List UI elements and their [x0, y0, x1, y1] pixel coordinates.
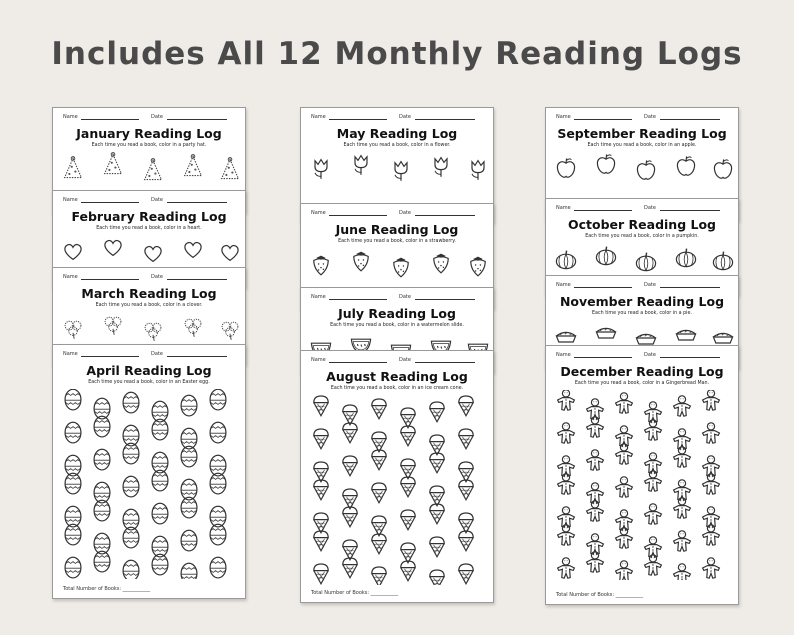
gingerbread-man-icon — [674, 531, 691, 551]
easter-egg-icon — [123, 392, 139, 413]
gingerbread-man-icon — [558, 474, 575, 494]
easter-egg-icon — [181, 395, 197, 416]
gingerbread-man-icon — [587, 450, 604, 470]
date-label: Date — [644, 205, 656, 211]
easter-egg-icon — [210, 389, 226, 410]
date-label: Date — [399, 294, 411, 300]
name-date-line — [311, 357, 485, 367]
date-underline — [660, 119, 720, 120]
apple-icon — [557, 158, 574, 177]
gingerbread-man-icon — [645, 471, 662, 491]
ice-cream-icon — [372, 516, 386, 536]
reading-log-sheet — [52, 344, 246, 599]
party-hat-icon — [185, 155, 202, 176]
clover-icon — [222, 322, 238, 340]
party-hat-icon — [145, 159, 162, 180]
strawberry-icon — [471, 257, 485, 276]
heart-icon — [185, 242, 201, 257]
tulip-icon — [472, 161, 484, 180]
reading-log-title: May Reading Log — [336, 126, 458, 141]
date-underline — [660, 287, 720, 288]
ice-cream-icon — [343, 405, 357, 425]
gingerbread-man-icon — [587, 417, 604, 437]
ice-cream-icon — [459, 513, 473, 533]
pie-icon — [713, 333, 732, 343]
pie-icon — [636, 334, 655, 344]
ice-cream-icon — [343, 489, 357, 509]
ice-cream-icon — [459, 564, 473, 584]
gingerbread-man-icon — [587, 399, 604, 419]
reading-log-title: March Reading Log — [81, 286, 217, 301]
date-label: Date — [151, 351, 163, 357]
easter-egg-icon — [181, 530, 197, 551]
name-underline — [81, 202, 139, 203]
name-date-line — [556, 282, 730, 292]
date-underline — [167, 119, 227, 120]
heart-icon — [105, 240, 121, 255]
gingerbread-man-icon — [645, 420, 662, 440]
reading-log-title: January Reading Log — [76, 126, 222, 141]
party-hat-icon — [65, 157, 82, 178]
gingerbread-man-icon — [645, 402, 662, 422]
gingerbread-man-icon — [616, 528, 633, 548]
coloring-icons — [301, 395, 493, 589]
gingerbread-man-icon — [674, 447, 691, 467]
clover-icon — [185, 319, 201, 337]
strawberry-icon — [394, 258, 408, 277]
date-label: Date — [151, 274, 163, 280]
strawberry-icon — [314, 256, 328, 275]
reading-log-instruction: Each time you read a book, color in a flower. — [343, 143, 451, 148]
gingerbread-man-icon — [645, 504, 662, 524]
ice-cream-icon — [314, 429, 328, 449]
ice-cream-icon — [314, 462, 328, 482]
gingerbread-man-icon — [616, 444, 633, 464]
gingerbread-man-icon — [616, 510, 633, 530]
ice-cream-icon — [314, 513, 328, 533]
gingerbread-man-icon — [703, 525, 720, 545]
tulip-icon — [315, 160, 327, 179]
pie-icon — [596, 328, 615, 338]
name-underline — [81, 279, 139, 280]
name-label: Name — [556, 114, 571, 120]
gingerbread-man-icon — [558, 507, 575, 527]
gingerbread-man-icon — [645, 555, 662, 575]
apple-icon — [597, 154, 614, 173]
date-label: Date — [399, 357, 411, 363]
date-underline — [415, 215, 475, 216]
heart-icon — [222, 245, 238, 260]
pie-icon — [556, 332, 575, 342]
total-books-line: Total Number of Books: ___________ — [63, 586, 151, 592]
ice-cream-icon — [372, 567, 386, 585]
gingerbread-man-icon — [703, 390, 720, 410]
gingerbread-man-icon — [703, 558, 720, 578]
name-label: Name — [311, 114, 326, 120]
gingerbread-man-icon — [558, 456, 575, 476]
coloring-icons — [546, 390, 738, 584]
ice-cream-icon — [372, 432, 386, 452]
reading-log-instruction: Each time you read a book, color in a pie. — [592, 311, 692, 316]
gingerbread-man-icon — [703, 456, 720, 476]
date-label: Date — [151, 197, 163, 203]
name-underline — [329, 299, 387, 300]
ice-cream-icon — [401, 510, 415, 530]
gingerbread-man-icon — [587, 483, 604, 503]
pumpkin-icon — [676, 249, 695, 267]
name-date-line — [311, 114, 485, 124]
date-underline — [660, 210, 720, 211]
ice-cream-icon — [459, 396, 473, 416]
reading-log-instruction: Each time you read a book, color in an apple. — [587, 143, 697, 148]
strawberry-icon — [434, 254, 448, 273]
name-label: Name — [556, 205, 571, 211]
reading-log-instruction: Each time you read a book, color in a pumpkin. — [585, 234, 699, 239]
pumpkin-icon — [636, 253, 655, 271]
reading-log-instruction: Each time you read a book, color in a strawberry. — [338, 239, 456, 244]
total-books-line: Total Number of Books: ___________ — [556, 592, 644, 598]
ice-cream-icon — [343, 456, 357, 476]
gingerbread-man-icon — [703, 423, 720, 443]
gingerbread-man-icon — [645, 537, 662, 557]
ice-cream-icon — [430, 435, 444, 455]
strawberry-icon — [354, 252, 368, 271]
apple-icon — [714, 159, 731, 178]
reading-log-instruction: Each time you read a book, color in a clover. — [95, 303, 203, 308]
gingerbread-man-icon — [616, 393, 633, 413]
name-underline — [329, 362, 387, 363]
name-date-line — [311, 210, 485, 220]
name-date-line — [63, 351, 237, 361]
name-label: Name — [63, 114, 78, 120]
date-underline — [415, 299, 475, 300]
gingerbread-man-icon — [558, 558, 575, 578]
reading-log-title: November Reading Log — [559, 294, 725, 309]
date-label: Date — [644, 282, 656, 288]
gingerbread-man-icon — [674, 396, 691, 416]
party-hat-icon — [105, 153, 122, 174]
apple-icon — [677, 156, 694, 175]
reading-log-sheet — [300, 350, 494, 603]
name-underline — [81, 119, 139, 120]
coloring-icons — [53, 389, 245, 583]
ice-cream-icon — [430, 570, 444, 585]
total-books-line: Total Number of Books: ___________ — [311, 590, 399, 596]
ice-cream-icon — [372, 483, 386, 503]
name-label: Name — [556, 352, 571, 358]
pumpkin-icon — [596, 247, 615, 265]
reading-log-title: August Reading Log — [326, 369, 468, 384]
date-label: Date — [151, 114, 163, 120]
ice-cream-icon — [430, 402, 444, 422]
date-underline — [167, 356, 227, 357]
name-underline — [81, 356, 139, 357]
gingerbread-man-icon — [558, 525, 575, 545]
gingerbread-man-icon — [703, 474, 720, 494]
clover-icon — [145, 323, 161, 341]
easter-egg-icon — [65, 389, 81, 410]
name-underline — [574, 287, 632, 288]
easter-egg-icon — [181, 563, 197, 579]
easter-egg-icon — [65, 422, 81, 443]
reading-log-instruction: Each time you read a book, color in a party hat. — [91, 143, 207, 148]
name-underline — [574, 357, 632, 358]
easter-egg-icon — [210, 557, 226, 578]
date-label: Date — [644, 352, 656, 358]
gingerbread-man-icon — [616, 426, 633, 446]
ice-cream-icon — [401, 408, 415, 428]
gingerbread-man-icon — [674, 480, 691, 500]
name-underline — [329, 215, 387, 216]
name-label: Name — [63, 197, 78, 203]
name-date-line — [63, 197, 237, 207]
gingerbread-man-icon — [616, 561, 633, 580]
reading-log-instruction: Each time you read a book, color in a Gingerbread Man. — [574, 381, 710, 386]
name-date-line — [63, 114, 237, 124]
pumpkin-icon — [556, 251, 575, 269]
party-hat-icon — [222, 158, 239, 179]
gingerbread-man-icon — [674, 564, 691, 580]
reading-log-title: June Reading Log — [335, 222, 459, 237]
easter-egg-icon — [65, 557, 81, 578]
apple-icon — [637, 160, 654, 179]
name-label: Name — [63, 274, 78, 280]
page-headline: Includes All 12 Monthly Reading Logs — [51, 36, 743, 72]
pumpkin-icon — [713, 252, 732, 270]
gingerbread-man-icon — [587, 501, 604, 521]
reading-log-instruction: Each time you read a book, color in an Easter egg. — [88, 380, 210, 385]
reading-log-sheet — [545, 345, 739, 605]
gingerbread-man-icon — [674, 429, 691, 449]
gingerbread-man-icon — [616, 477, 633, 497]
name-underline — [574, 210, 632, 211]
pie-icon — [676, 330, 695, 340]
ice-cream-icon — [372, 399, 386, 419]
heart-icon — [145, 246, 161, 261]
ice-cream-icon — [459, 429, 473, 449]
easter-egg-icon — [152, 503, 168, 524]
name-date-line — [311, 294, 485, 304]
gingerbread-man-icon — [558, 423, 575, 443]
easter-egg-icon — [123, 560, 139, 579]
clover-icon — [65, 321, 81, 339]
gingerbread-man-icon — [587, 552, 604, 572]
ice-cream-icon — [459, 462, 473, 482]
easter-egg-icon — [94, 449, 110, 470]
gingerbread-man-icon — [703, 507, 720, 527]
date-label: Date — [399, 114, 411, 120]
tulip-icon — [355, 156, 367, 175]
ice-cream-icon — [314, 564, 328, 584]
gingerbread-man-icon — [674, 498, 691, 518]
gingerbread-man-icon — [587, 534, 604, 554]
ice-cream-icon — [401, 543, 415, 563]
name-underline — [574, 119, 632, 120]
gingerbread-man-icon — [645, 453, 662, 473]
name-label: Name — [311, 294, 326, 300]
date-underline — [167, 279, 227, 280]
ice-cream-icon — [430, 537, 444, 557]
easter-egg-icon — [123, 476, 139, 497]
date-underline — [660, 357, 720, 358]
date-underline — [415, 119, 475, 120]
ice-cream-icon — [343, 540, 357, 560]
name-date-line — [63, 274, 237, 284]
reading-log-title: April Reading Log — [86, 363, 212, 378]
reading-log-column — [52, 107, 250, 607]
reading-log-column — [545, 107, 743, 607]
date-label: Date — [399, 210, 411, 216]
name-label: Name — [311, 357, 326, 363]
name-label: Name — [311, 210, 326, 216]
name-label: Name — [63, 351, 78, 357]
reading-log-instruction: Each time you read a book, color in an ice cream cone. — [330, 386, 464, 391]
reading-log-title: September Reading Log — [557, 126, 727, 141]
reading-log-instruction: Each time you read a book, color in a heart. — [96, 226, 202, 231]
name-date-line — [556, 352, 730, 362]
date-label: Date — [644, 114, 656, 120]
date-underline — [167, 202, 227, 203]
name-underline — [329, 119, 387, 120]
ice-cream-icon — [314, 396, 328, 416]
date-underline — [415, 362, 475, 363]
clover-icon — [105, 317, 121, 335]
ice-cream-icon — [430, 486, 444, 506]
name-date-line — [556, 205, 730, 215]
reading-log-instruction: Each time you read a book, color in a watermelon slide. — [330, 323, 464, 328]
reading-log-title: October Reading Log — [567, 217, 716, 232]
reading-log-column — [300, 107, 498, 607]
ice-cream-icon — [401, 459, 415, 479]
reading-log-title: December Reading Log — [560, 364, 724, 379]
name-date-line — [556, 114, 730, 124]
reading-log-title: July Reading Log — [338, 306, 456, 321]
gingerbread-man-icon — [558, 390, 575, 410]
name-label: Name — [556, 282, 571, 288]
heart-icon — [65, 244, 81, 259]
tulip-icon — [435, 158, 447, 177]
reading-log-title: February Reading Log — [71, 209, 227, 224]
easter-egg-icon — [210, 422, 226, 443]
tulip-icon — [395, 162, 407, 181]
